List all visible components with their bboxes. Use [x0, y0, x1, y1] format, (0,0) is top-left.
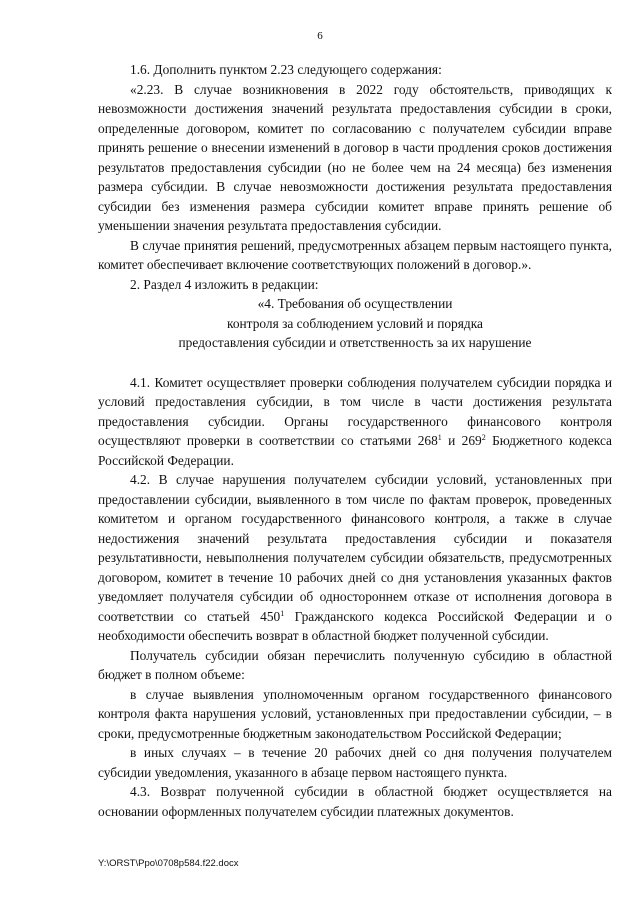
paragraph-4-2: [98, 470, 612, 646]
paragraph-obligation: Получатель субсидии обязан перечислить полученную субсидию в областной бюджет в полном объеме:: [98, 647, 612, 682]
paragraph-4-1-text-c: Бюджетного кодекса Российской Федерации.: [98, 433, 612, 468]
paragraph-case-control: в случае выявления уполномоченным органом государственного финансового контроля факта нарушения условий, установленных при предоставлении субсидии, – в сроки, предусмотренные бюджетным законодательством Российской Федерации;: [98, 686, 612, 741]
superscript: 1: [280, 608, 285, 618]
section-heading-line-3: предоставления субсидии и ответственность за их нарушение: [178, 335, 532, 350]
superscript: 2: [481, 433, 486, 442]
paragraph-4-2-text-b: Гражданского кодекса Российской Федерации и о необходимости обеспечить возврат в областной бюджет полученной субсидии.: [98, 608, 612, 643]
paragraph-decisions: В случае принятия решений, предусмотренных абзацем первым настоящего пункта, комитет обеспечивает включение соответствующих положений в договор.».: [98, 237, 612, 272]
paragraph-4-3: 4.3. Возврат полученной субсидии в областной бюджет осуществляется на основании оформленных получателем субсидии платежных документов.: [98, 784, 612, 819]
superscript: 1: [437, 433, 442, 442]
paragraph-section-4-intro: 2. Раздел 4 изложить в редакции:: [130, 276, 319, 292]
document-body: [98, 60, 612, 821]
section-heading-line-1: «4. Требования об осуществлении: [257, 296, 453, 311]
paragraph-4-1-text-b: и 269: [441, 433, 482, 448]
section-heading-line-2: контроля за соблюдением условий и порядка: [227, 315, 483, 331]
paragraph-4-1-text-a: 4.1. Комитет осуществляет проверки соблюдения получателем субсидии порядка и условий предоставления субсидии, в том числе в части достижения результата предоставления субсидии. Органы государственного финансового контроля осуществляют проверки в соответствии со статьями 268: [98, 374, 612, 448]
paragraph-case-other: в иных случаях – в течение 20 рабочих дней со дня получения получателем субсидии уведомления, указанного в абзаце первом настоящего пункта.: [98, 745, 612, 780]
footer-file-path: Y:\ORST\Ppo\0708p584.f22.docx: [98, 858, 239, 869]
paragraph-4-1: [98, 373, 612, 471]
paragraph-2-23: «2.23. В случае возникновения в 2022 году обстоятельств, приводящих к невозможности достижения значений результата предоставления субсидии в сроки, определенные договором, комитет по согласованию с получателем субсидии вправе принять решение о внесении изменений в договор в части продления сроков достижения результатов предоставления субсидии (но не более чем на 24 месяца) без изменения размера субсидии. В случае невозможности достижения результата предоставления субсидии без изменения размера субсидии комитет вправе принять решение об уменьшении значения результата предоставления субсидии.: [98, 81, 612, 233]
paragraph-1-6: 1.6. Дополнить пунктом 2.23 следующего содержания:: [130, 62, 442, 77]
section-heading: [98, 294, 612, 353]
page-number: 6: [317, 30, 323, 42]
paragraph-4-2-text-a: 4.2. В случае нарушения получателем субсидии условий, установленных при предоставлении субсидии, выявленного в том числе по фактам проверок, проведенных комитетом и органом государственного финансового контроля, а также в случае недостижения значений результата предоставления субсидии и показателя результативности, невыполнения получателем субсидии обязательств, предусмотренных договором, комитет в течение 10 рабочих дней со дня установления указанных фактов уведомляет получателя субсидии об одностороннем отказе от исполнения договора в соответствии со статьей 450: [98, 472, 612, 624]
